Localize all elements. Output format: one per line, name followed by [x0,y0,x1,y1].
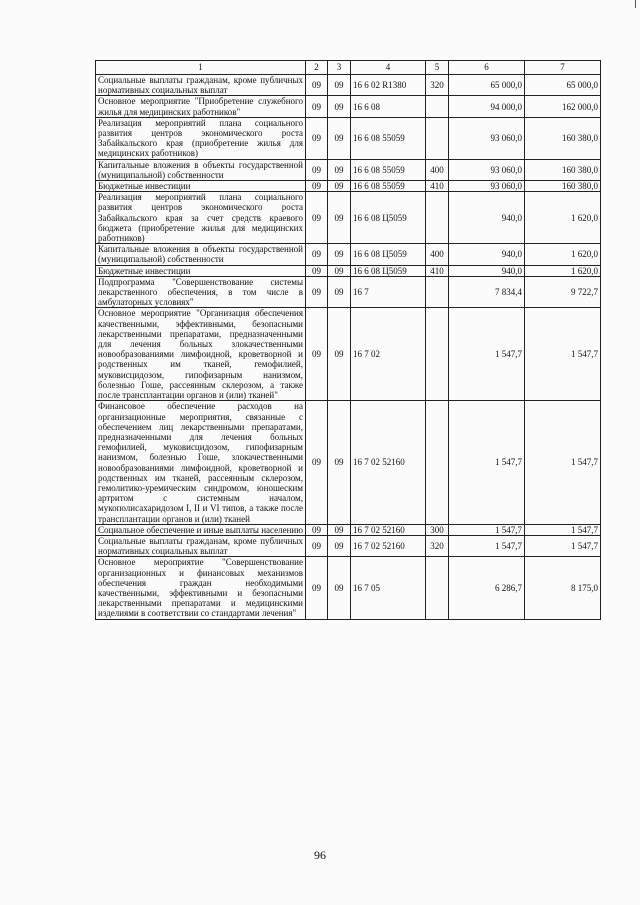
row-amount-col7: 65 000,0 [525,75,601,96]
row-amount-col6: 93 060,0 [449,181,525,192]
table-row [96,181,601,192]
row-amount-col7: 1 620,0 [525,244,601,265]
row-subsection: 09 [328,265,351,276]
table-row [96,276,601,308]
row-expense-type [426,308,449,401]
row-section: 09 [306,192,328,244]
row-target-article: 16 7 [351,276,426,308]
row-amount-col7: 9 722,7 [525,276,601,308]
row-amount-col6: 940,0 [449,244,525,265]
row-expense-type [426,96,449,117]
budget-table [95,60,601,620]
row-expense-type: 410 [426,265,449,276]
row-name: Подпрограмма "Совершенствование системы лекарственного обеспечения, в том числе в амбулаторных условиях" [96,276,306,308]
row-expense-type: 320 [426,535,449,556]
row-subsection: 09 [328,308,351,401]
row-amount-col6: 1 547,7 [449,401,525,524]
row-subsection: 09 [328,117,351,159]
table-row [96,308,601,401]
row-name: Основное мероприятие "Организация обеспечения качественными, эффективными, безопасными лекарственными препаратами, предназначенными для лечения больных злокачественными новообразованиями лимфоидной, кроветворной и родственных им тканей, гемофилией, муковисцидозом, гипофизарным нанизмом, болезнью Гоше, рассеянным склерозом, а также после трансплантации органов и (или) тканей" [96,308,306,401]
table-row [96,244,601,265]
row-name: Капитальные вложения в объекты государственной (муниципальной) собственности [96,244,306,265]
row-section: 09 [306,96,328,117]
row-section: 09 [306,244,328,265]
header-col-6: 6 [449,61,525,75]
row-target-article: 16 6 08 Ц5059 [351,265,426,276]
row-amount-col7: 1 547,7 [525,308,601,401]
row-target-article: 16 7 02 [351,308,426,401]
row-subsection: 09 [328,535,351,556]
row-amount-col6: 94 000,0 [449,96,525,117]
row-subsection: 09 [328,192,351,244]
row-target-article: 16 6 08 55059 [351,181,426,192]
row-section: 09 [306,401,328,524]
row-subsection: 09 [328,401,351,524]
row-subsection: 09 [328,159,351,180]
row-amount-col6: 1 547,7 [449,524,525,535]
row-subsection: 09 [328,75,351,96]
table-row [96,75,601,96]
row-expense-type [426,401,449,524]
row-section: 09 [306,557,328,619]
table-row [96,159,601,180]
table-row [96,96,601,117]
header-col-1: 1 [96,61,306,75]
row-amount-col7: 162 000,0 [525,96,601,117]
row-name: Основное мероприятие "Совершенствование организационных и финансовых механизмов обеспечения граждан необходимыми качественными, эффективными и безопасными лекарственными препаратами и медицинскими изделиями в соответствии со стандартами лечения" [96,557,306,619]
row-target-article: 16 6 08 [351,96,426,117]
row-target-article: 16 6 08 Ц5059 [351,192,426,244]
row-amount-col6: 93 060,0 [449,159,525,180]
row-amount-col7: 8 175,0 [525,557,601,619]
row-name: Социальные выплаты гражданам, кроме публичных нормативных социальных выплат [96,75,306,96]
row-section: 09 [306,159,328,180]
row-amount-col6: 1 547,7 [449,535,525,556]
row-amount-col7: 1 547,7 [525,535,601,556]
row-expense-type [426,276,449,308]
row-amount-col6: 1 547,7 [449,308,525,401]
row-section: 09 [306,117,328,159]
row-section: 09 [306,535,328,556]
row-amount-col6: 940,0 [449,192,525,244]
row-name: Финансовое обеспечение расходов на организационные мероприятия, связанные с обеспечением лиц лекарственными препаратами, предназначенными для лечения больных гемофилией, муковисцидозом, гипофизарным нанизмом, болезнью Гоше, злокачественными новообразованиями лимфоидной, кроветворной и родственных им тканей, рассеянным склерозом, гемолитико-уремическим синдромом, юношеским артритом с системным началом, мукополисахаридозом I, II и VI типов, а также после трансплантации органов и (или) тканей [96,401,306,524]
scan-edge-mark [635,0,636,8]
table-row [96,117,601,159]
header-col-3: 3 [328,61,351,75]
row-section: 09 [306,265,328,276]
row-expense-type [426,117,449,159]
table-row [96,535,601,556]
row-section: 09 [306,308,328,401]
row-section: 09 [306,181,328,192]
row-target-article: 16 7 02 52160 [351,535,426,556]
row-section: 09 [306,276,328,308]
row-target-article: 16 7 02 52160 [351,401,426,524]
row-name: Реализация мероприятий плана социального развития центров экономического роста Забайкальского края (приобретение жилья для медицинских работников) [96,117,306,159]
row-expense-type: 410 [426,181,449,192]
row-name: Бюджетные инвестиции [96,265,306,276]
page-number: 96 [314,848,326,862]
row-amount-col6: 6 286,7 [449,557,525,619]
header-col-2: 2 [306,61,328,75]
row-amount-col6: 940,0 [449,265,525,276]
row-amount-col7: 160 380,0 [525,159,601,180]
table-row [96,401,601,524]
row-section: 09 [306,75,328,96]
row-subsection: 09 [328,524,351,535]
row-amount-col7: 160 380,0 [525,117,601,159]
row-amount-col7: 1 620,0 [525,265,601,276]
table-header-row [96,61,601,75]
row-amount-col7: 1 620,0 [525,192,601,244]
row-name: Капитальные вложения в объекты государственной (муниципальной) собственности [96,159,306,180]
row-target-article: 16 6 02 R1380 [351,75,426,96]
row-target-article: 16 7 05 [351,557,426,619]
row-amount-col7: 1 547,7 [525,524,601,535]
row-subsection: 09 [328,276,351,308]
row-target-article: 16 6 08 Ц5059 [351,244,426,265]
row-name: Реализация мероприятий плана социального развития центров экономического роста Забайкальского края за счет средств краевого бюджета (приобретение жилья для медицинских работников) [96,192,306,244]
row-target-article: 16 6 08 55059 [351,159,426,180]
row-expense-type [426,557,449,619]
row-subsection: 09 [328,244,351,265]
row-expense-type [426,192,449,244]
row-expense-type: 300 [426,524,449,535]
row-name: Социальные выплаты гражданам, кроме публичных нормативных социальных выплат [96,535,306,556]
row-expense-type: 400 [426,244,449,265]
header-col-5: 5 [426,61,449,75]
row-amount-col6: 65 000,0 [449,75,525,96]
table-row [96,192,601,244]
row-expense-type: 320 [426,75,449,96]
row-amount-col6: 7 834,4 [449,276,525,308]
header-col-4: 4 [351,61,426,75]
row-target-article: 16 6 08 55059 [351,117,426,159]
row-amount-col6: 93 060,0 [449,117,525,159]
row-section: 09 [306,524,328,535]
row-name: Бюджетные инвестиции [96,181,306,192]
row-subsection: 09 [328,96,351,117]
row-subsection: 09 [328,557,351,619]
row-expense-type: 400 [426,159,449,180]
row-target-article: 16 7 02 52160 [351,524,426,535]
table-row [96,524,601,535]
row-amount-col7: 1 547,7 [525,401,601,524]
table-row [96,557,601,619]
row-name: Социальное обеспечение и иные выплаты населению [96,524,306,535]
row-name: Основное мероприятие "Приобретение служебного жилья для медицинских работников" [96,96,306,117]
row-subsection: 09 [328,181,351,192]
row-amount-col7: 160 380,0 [525,181,601,192]
header-col-7: 7 [525,61,601,75]
table-row [96,265,601,276]
